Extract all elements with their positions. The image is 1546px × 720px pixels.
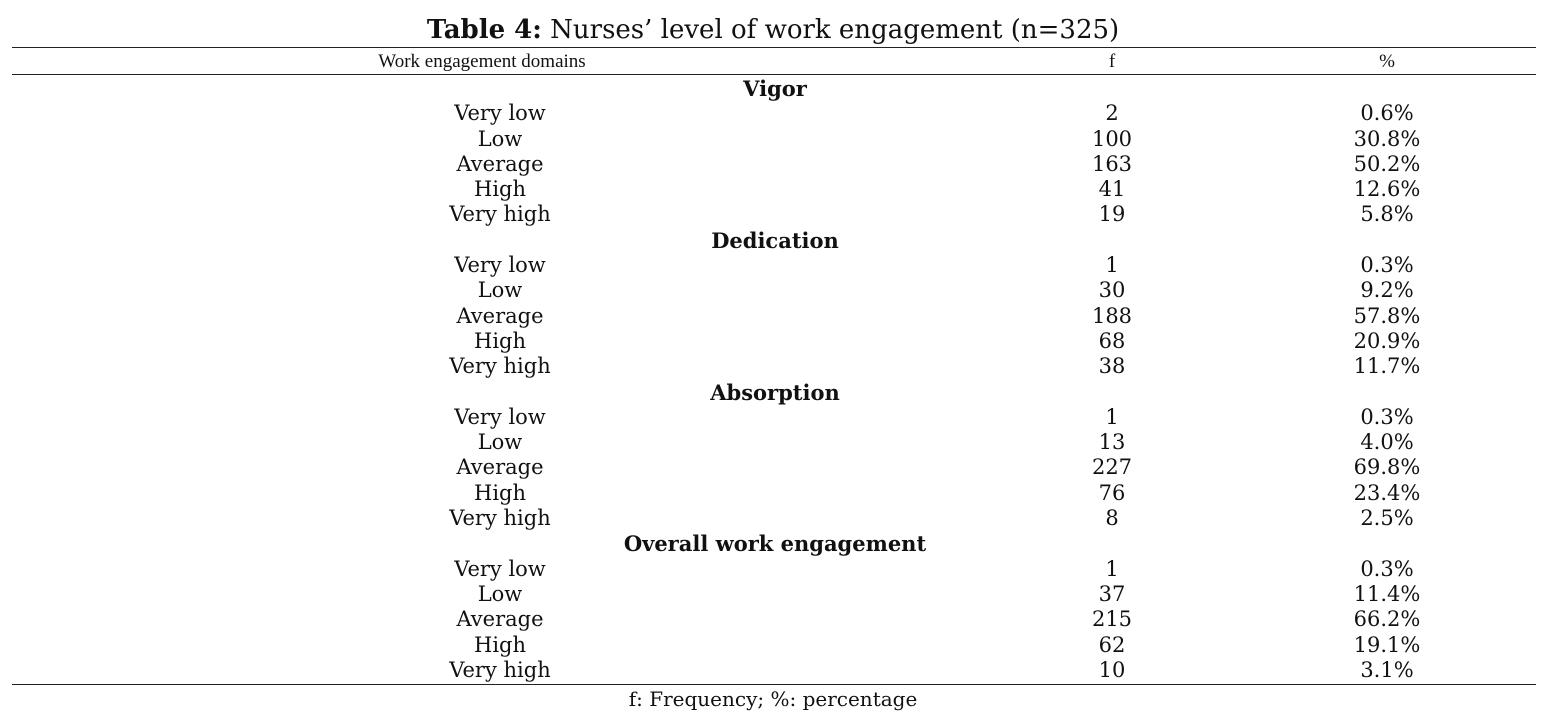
row-percentage: 66.2% xyxy=(1353,607,1421,632)
row-level-label: High xyxy=(474,480,526,505)
row-level-label: Very low xyxy=(454,404,546,429)
table-footnote: f: Frequency; %: percentage xyxy=(628,687,918,711)
row-level-label: Very low xyxy=(454,101,546,126)
table-row xyxy=(12,658,1536,683)
header-domains: Work engagement domains xyxy=(378,51,586,72)
row-level-label: Very high xyxy=(449,354,551,379)
group-heading-row xyxy=(12,76,1536,101)
table-row xyxy=(12,607,1536,632)
row-percentage: 19.1% xyxy=(1353,632,1421,657)
row-percentage: 0.3% xyxy=(1360,556,1414,581)
table-caption-text: Nurses’ level of work engagement (n=325) xyxy=(541,15,1120,45)
table-row xyxy=(12,101,1536,126)
row-frequency: 19 xyxy=(1098,202,1126,227)
group-heading: Absorption xyxy=(710,379,840,405)
row-percentage: 20.9% xyxy=(1353,328,1421,353)
row-frequency: 2 xyxy=(1105,101,1119,126)
row-percentage: 3.1% xyxy=(1360,657,1414,682)
table-row xyxy=(12,405,1536,430)
row-frequency: 227 xyxy=(1091,455,1133,480)
table-caption xyxy=(0,14,1546,46)
row-frequency: 37 xyxy=(1098,581,1126,606)
row-level-label: Low xyxy=(477,430,523,455)
top-rule xyxy=(12,47,1536,48)
row-percentage: 0.3% xyxy=(1360,253,1414,278)
row-level-label: Very low xyxy=(454,556,546,581)
group-heading-row xyxy=(12,531,1536,556)
header-rule xyxy=(12,74,1536,75)
row-frequency: 100 xyxy=(1091,126,1133,151)
table-row xyxy=(12,152,1536,177)
group-heading: Dedication xyxy=(711,227,839,253)
table-row xyxy=(12,633,1536,658)
table-row xyxy=(12,278,1536,303)
table-header xyxy=(12,50,1536,74)
row-frequency: 188 xyxy=(1091,303,1133,328)
row-percentage: 0.6% xyxy=(1360,101,1414,126)
table-row xyxy=(12,177,1536,202)
table-row xyxy=(12,127,1536,152)
row-level-label: Low xyxy=(477,581,523,606)
row-level-label: Average xyxy=(456,151,544,176)
row-frequency: 76 xyxy=(1098,480,1126,505)
row-percentage: 0.3% xyxy=(1360,404,1414,429)
group-heading-row xyxy=(12,228,1536,253)
row-frequency: 10 xyxy=(1098,657,1126,682)
table-row xyxy=(12,455,1536,480)
row-percentage: 69.8% xyxy=(1353,455,1421,480)
header-frequency: f xyxy=(1108,51,1116,72)
row-percentage: 11.4% xyxy=(1353,581,1421,606)
row-percentage: 30.8% xyxy=(1353,126,1421,151)
row-percentage: 57.8% xyxy=(1353,303,1421,328)
table-row xyxy=(12,354,1536,379)
row-frequency: 1 xyxy=(1105,556,1119,581)
row-percentage: 12.6% xyxy=(1353,177,1421,202)
header-percentage: % xyxy=(1379,51,1395,72)
row-level-label: High xyxy=(474,632,526,657)
row-level-label: Low xyxy=(477,278,523,303)
table-row xyxy=(12,582,1536,607)
bottom-rule xyxy=(12,684,1536,685)
row-level-label: Average xyxy=(456,303,544,328)
table-row xyxy=(12,481,1536,506)
row-frequency: 163 xyxy=(1091,151,1133,176)
row-frequency: 13 xyxy=(1098,430,1126,455)
row-frequency: 62 xyxy=(1098,632,1126,657)
row-level-label: Average xyxy=(456,455,544,480)
row-frequency: 30 xyxy=(1098,278,1126,303)
table-row xyxy=(12,202,1536,227)
row-frequency: 38 xyxy=(1098,354,1126,379)
row-percentage: 50.2% xyxy=(1353,151,1421,176)
table-row xyxy=(12,506,1536,531)
row-percentage: 2.5% xyxy=(1360,506,1414,531)
group-heading: Overall work engagement xyxy=(623,531,927,557)
row-level-label: Average xyxy=(456,607,544,632)
row-level-label: High xyxy=(474,177,526,202)
table-row xyxy=(12,557,1536,582)
table-caption-label: Table 4: xyxy=(426,15,542,45)
row-frequency: 215 xyxy=(1091,607,1133,632)
table-row xyxy=(12,430,1536,455)
table-row xyxy=(12,253,1536,278)
row-frequency: 8 xyxy=(1105,506,1119,531)
row-level-label: Very low xyxy=(454,253,546,278)
row-percentage: 5.8% xyxy=(1360,202,1414,227)
row-level-label: Very high xyxy=(449,202,551,227)
table-row xyxy=(12,304,1536,329)
group-heading: Vigor xyxy=(743,76,807,101)
row-frequency: 1 xyxy=(1105,253,1119,278)
row-level-label: High xyxy=(474,328,526,353)
table-body xyxy=(12,76,1536,683)
row-frequency: 68 xyxy=(1098,328,1126,353)
row-frequency: 41 xyxy=(1098,177,1126,202)
row-frequency: 1 xyxy=(1105,404,1119,429)
table-row xyxy=(12,329,1536,354)
row-level-label: Very high xyxy=(449,506,551,531)
group-heading-row xyxy=(12,380,1536,405)
row-level-label: Very high xyxy=(449,657,551,682)
row-level-label: Low xyxy=(477,126,523,151)
row-percentage: 23.4% xyxy=(1353,480,1421,505)
row-percentage: 4.0% xyxy=(1360,430,1414,455)
row-percentage: 9.2% xyxy=(1360,278,1414,303)
row-percentage: 11.7% xyxy=(1353,354,1421,379)
